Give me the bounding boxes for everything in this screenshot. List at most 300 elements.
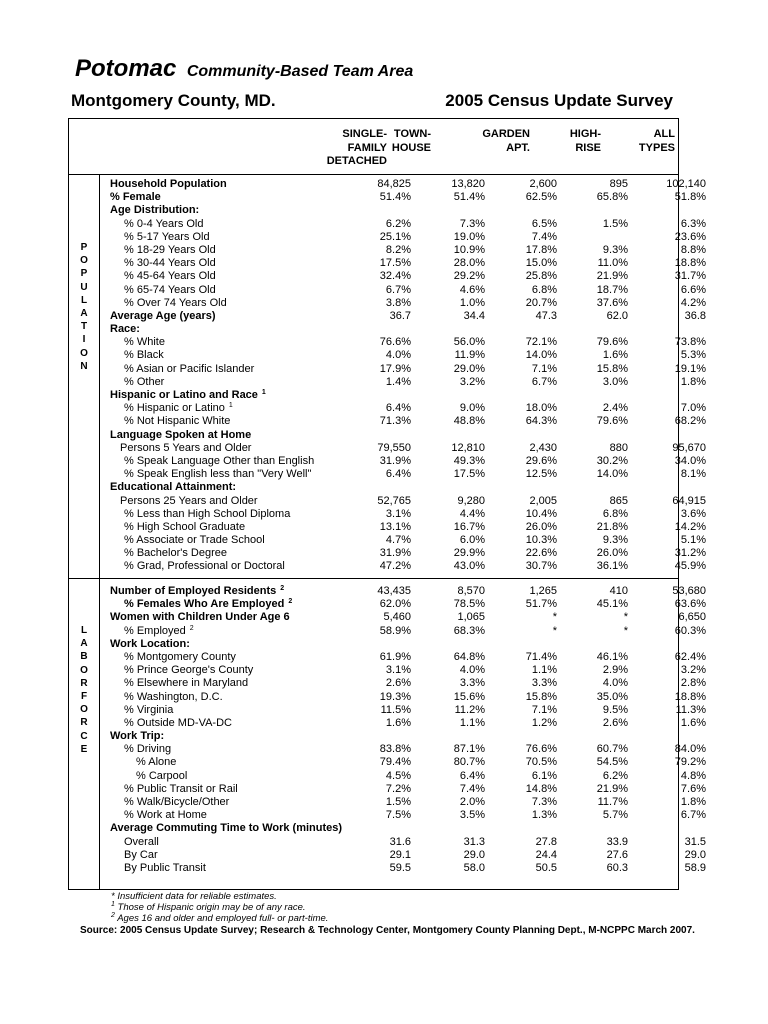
table-cell: 1.3% xyxy=(531,809,557,822)
row-label: Number of Employed Residents $^2$ xyxy=(110,585,285,597)
table-cell: 29.1 xyxy=(389,848,411,861)
section-letter: L xyxy=(80,294,88,306)
row-label: % Associate or Trade School xyxy=(124,534,265,547)
col-header-townhouse: TOWN- HOUSE xyxy=(391,128,431,154)
row-label: Household Population xyxy=(110,178,227,190)
table-cell: * xyxy=(623,624,628,637)
table-cell: 895 xyxy=(609,178,628,190)
table-cell: 36.8 xyxy=(684,309,706,322)
table-cell: 79,550 xyxy=(377,441,411,454)
table-row xyxy=(110,861,706,875)
table-row xyxy=(110,481,678,494)
table-cell: 51.7% xyxy=(525,598,557,611)
table-cell: 6.2% xyxy=(602,769,628,782)
table-row xyxy=(110,756,706,769)
table-cell: 18.8% xyxy=(674,690,706,703)
table-cell: 33.9 xyxy=(606,835,628,848)
table-row xyxy=(110,349,706,362)
table-cell: 1.4% xyxy=(385,375,411,388)
table-cell: 11.9% xyxy=(454,349,485,362)
table-cell: 52,765 xyxy=(377,494,411,507)
col-header-single-family: SINGLE- FAMILY DETACHED xyxy=(326,128,387,167)
table-cell: 18.7% xyxy=(596,283,628,296)
table-cell: 68.2% xyxy=(674,415,706,428)
footnote xyxy=(111,913,328,924)
table-cell: 53,680 xyxy=(672,585,706,597)
table-row xyxy=(110,362,706,376)
table-cell: 68.3% xyxy=(453,624,485,637)
section-letter: U xyxy=(80,281,88,293)
table-cell: 4.0% xyxy=(459,664,485,677)
table-cell: 30.7% xyxy=(525,560,557,573)
table-row xyxy=(110,283,706,297)
section-letter: R xyxy=(80,717,88,729)
table-cell: 50.5 xyxy=(535,861,557,874)
table-cell: 26.0% xyxy=(596,547,628,560)
table-cell: 1.2% xyxy=(531,716,557,729)
table-cell: 11.7% xyxy=(597,796,628,808)
table-cell: 3.0% xyxy=(602,375,628,388)
table-cell: 11.0% xyxy=(597,257,628,270)
table-cell: 10.3% xyxy=(525,534,557,547)
table-cell: 3.1% xyxy=(385,507,411,520)
table-cell: * xyxy=(623,611,628,624)
table-cell: 4.2% xyxy=(680,296,706,309)
table-cell: 45.1% xyxy=(596,598,628,611)
table-row xyxy=(110,598,706,611)
row-label: % Alone xyxy=(136,756,177,769)
table-row xyxy=(110,547,706,560)
section-divider xyxy=(99,175,100,889)
table-cell: 4.4% xyxy=(459,507,485,520)
table-cell: 29.2% xyxy=(453,270,485,283)
table-cell: 46.1% xyxy=(596,650,628,663)
table-cell: 17.5% xyxy=(453,468,485,481)
table-cell: 25.8% xyxy=(525,270,557,283)
table-cell: 3.6% xyxy=(680,507,706,520)
table-cell: 65.8% xyxy=(596,191,628,204)
table-cell: 7.1% xyxy=(531,362,557,375)
table-cell: 7.4% xyxy=(531,230,557,243)
page-title: Potomac xyxy=(75,55,177,82)
table-cell: 4.0% xyxy=(385,349,411,362)
table-cell: 87.1% xyxy=(453,743,485,756)
data-table xyxy=(68,118,706,890)
table-cell: 6.7% xyxy=(385,283,411,296)
table-cell: 51.4% xyxy=(379,191,411,204)
table-cell: 64.3% xyxy=(525,415,557,428)
table-cell: 29.6% xyxy=(525,454,557,467)
row-label: % Montgomery County xyxy=(124,650,236,663)
table-cell: 2,600 xyxy=(529,178,557,190)
table-cell: 64.8% xyxy=(453,650,485,663)
table-cell: 31.9% xyxy=(379,454,411,467)
table-cell: 14.8% xyxy=(525,782,557,795)
table-cell: 14.0% xyxy=(596,468,628,481)
table-cell: 1.6% xyxy=(385,716,411,729)
table-cell: 11.2% xyxy=(454,703,485,716)
table-cell: 54.5% xyxy=(596,756,628,769)
table-cell: 18.8% xyxy=(674,257,706,270)
table-cell: 2.0% xyxy=(459,796,485,808)
table-row xyxy=(110,270,706,283)
table-cell: 16.7% xyxy=(453,520,485,533)
table-cell: 6.1% xyxy=(531,769,557,782)
row-label: % 18-29 Years Old xyxy=(124,243,216,256)
table-cell: 6.8% xyxy=(531,283,557,296)
table-cell: 31.9% xyxy=(379,547,411,560)
table-cell: 9.3% xyxy=(602,243,628,256)
table-row xyxy=(110,534,706,547)
table-cell: 6.4% xyxy=(385,468,411,481)
table-cell: 1.5% xyxy=(602,217,628,230)
table-cell: * xyxy=(552,611,557,624)
table-cell: 5,460 xyxy=(383,611,411,624)
table-cell: 13.1% xyxy=(379,520,411,533)
table-row xyxy=(110,375,706,389)
table-cell: 2.6% xyxy=(602,716,628,729)
table-cell: 60.3 xyxy=(606,861,628,874)
table-cell: 10.9% xyxy=(453,243,485,256)
section-letter: T xyxy=(80,321,88,333)
table-cell: 31.3 xyxy=(463,835,485,848)
section-letter: O xyxy=(80,704,88,716)
section-letter: O xyxy=(80,255,88,267)
row-label: % White xyxy=(124,336,165,349)
table-cell: 1.8% xyxy=(680,796,706,808)
table-cell: 36.7 xyxy=(389,309,411,322)
row-label: % 5-17 Years Old xyxy=(124,230,210,243)
row-label: Average Commuting Time to Work (minutes) xyxy=(110,822,343,835)
table-cell: 4.6% xyxy=(459,283,485,296)
table-cell: 51.8% xyxy=(674,191,706,204)
table-cell: 31.7% xyxy=(674,270,706,283)
table-cell: 9.5% xyxy=(602,703,628,716)
table-row xyxy=(110,743,706,756)
section-letter: R xyxy=(80,677,88,689)
table-cell: 21.8% xyxy=(596,520,628,533)
table-cell: 1.1% xyxy=(531,664,557,677)
table-cell: 80.7% xyxy=(453,756,485,769)
table-cell: 47.2% xyxy=(379,560,411,573)
table-cell: 79.4% xyxy=(379,756,411,769)
table-cell: 4.5% xyxy=(385,769,411,782)
row-label: % Female xyxy=(110,191,161,204)
table-row xyxy=(110,204,678,217)
table-cell: 60.7% xyxy=(596,743,628,756)
table-row xyxy=(110,769,706,783)
table-cell: * xyxy=(552,624,557,637)
table-cell: 5.7% xyxy=(602,809,628,822)
row-label: % Speak English less than "Very Well" xyxy=(124,468,312,481)
table-row xyxy=(110,703,706,717)
table-cell: 4.8% xyxy=(680,769,706,782)
row-label: % Driving xyxy=(124,743,172,756)
table-cell: 12,810 xyxy=(451,441,485,454)
table-row xyxy=(110,650,706,664)
row-label: % Bachelor's Degree xyxy=(124,547,227,560)
table-cell: 17.9% xyxy=(379,362,411,375)
table-cell: 2.8% xyxy=(680,677,706,690)
table-cell: 7.0% xyxy=(680,402,706,415)
table-cell: 84,825 xyxy=(377,178,411,190)
table-row xyxy=(110,809,706,822)
section-split-divider xyxy=(69,578,678,579)
table-cell: 14.0% xyxy=(525,349,557,362)
table-row xyxy=(110,309,706,323)
table-cell: 35.0% xyxy=(596,690,628,703)
table-cell: 48.8% xyxy=(453,415,485,428)
table-cell: 2,430 xyxy=(529,441,557,454)
table-cell: 15.8% xyxy=(596,362,628,375)
table-cell: 62.0 xyxy=(606,309,628,322)
table-row xyxy=(110,835,706,849)
table-cell: 6.7% xyxy=(531,375,557,388)
header-divider xyxy=(69,174,678,175)
table-cell: 9.0% xyxy=(459,402,485,415)
table-cell: 62.4% xyxy=(674,650,706,663)
table-cell: 6.8% xyxy=(602,507,628,520)
section-letter: P xyxy=(80,242,88,253)
table-cell: 7.4% xyxy=(459,782,485,795)
table-cell: 79.6% xyxy=(596,336,628,349)
table-cell: 1.6% xyxy=(680,716,706,729)
footnote-text: Those of Hispanic origin may be of any race. xyxy=(117,902,306,913)
table-cell: 83.8% xyxy=(379,743,411,756)
table-cell: 19.3% xyxy=(379,690,411,703)
table-cell: 7.3% xyxy=(531,796,557,808)
table-row xyxy=(110,585,706,598)
row-label: % Over 74 Years Old xyxy=(124,296,227,309)
table-row xyxy=(110,429,678,442)
row-label: % Not Hispanic White xyxy=(124,415,231,428)
table-row xyxy=(110,664,706,677)
section-letter: L xyxy=(80,625,88,636)
col-header-high-rise: HIGH- RISE xyxy=(569,128,601,154)
table-row xyxy=(110,323,678,336)
table-cell: 17.8% xyxy=(525,243,557,256)
footnotes xyxy=(111,891,328,924)
table-cell: 22.6% xyxy=(525,547,557,560)
table-cell: 73.8% xyxy=(674,336,706,349)
row-label: % 45-64 Years Old xyxy=(124,270,216,283)
table-row xyxy=(110,624,706,638)
table-cell: 79.6% xyxy=(596,415,628,428)
table-cell: 27.6 xyxy=(606,848,628,861)
table-cell: 3.2% xyxy=(680,664,706,677)
table-cell: 1.8% xyxy=(680,375,706,388)
table-cell: 4.0% xyxy=(602,677,628,690)
table-cell: 49.3% xyxy=(453,454,485,467)
table-cell: 34.0% xyxy=(674,454,706,467)
table-cell: 7.2% xyxy=(385,782,411,795)
table-cell: 47.3 xyxy=(535,309,557,322)
table-cell: 7.5% xyxy=(385,809,411,822)
section-letter: A xyxy=(80,308,88,320)
table-cell: 3.8% xyxy=(385,296,411,309)
table-row xyxy=(110,243,706,257)
page-subtitle: Community-Based Team Area xyxy=(186,63,414,80)
table-cell: 2.9% xyxy=(602,664,628,677)
table-cell: 15.8% xyxy=(525,690,557,703)
table-cell: 31.2% xyxy=(674,547,706,560)
table-cell: 7.6% xyxy=(680,782,706,795)
table-cell: 6.5% xyxy=(531,217,557,230)
table-cell: 102,140 xyxy=(666,178,706,190)
table-cell: 34.4 xyxy=(463,309,485,322)
table-cell: 95,670 xyxy=(672,441,706,454)
title-row xyxy=(75,55,413,83)
row-label: % Females Who Are Employed $^2$ xyxy=(124,598,293,611)
table-cell: 4.7% xyxy=(385,534,411,547)
footnote-marker: 2 xyxy=(288,598,293,606)
table-cell: 9.3% xyxy=(602,534,628,547)
table-row xyxy=(110,507,706,521)
row-label: % 30-44 Years Old xyxy=(124,257,216,270)
table-row xyxy=(110,782,706,796)
table-cell: 84.0% xyxy=(674,743,706,756)
table-row xyxy=(110,638,678,651)
table-cell: 21.9% xyxy=(596,270,628,283)
survey-label: 2005 Census Update Survey xyxy=(445,91,673,110)
row-label: Race: xyxy=(110,323,140,336)
table-cell: 8.2% xyxy=(385,243,411,256)
table-row xyxy=(110,520,706,534)
table-cell: 15.6% xyxy=(453,690,485,703)
table-row xyxy=(110,677,706,690)
row-label: % Work at Home xyxy=(124,809,207,822)
table-row xyxy=(110,402,706,415)
table-cell: 29.0 xyxy=(684,848,706,861)
table-cell: 71.3% xyxy=(379,415,411,428)
table-row xyxy=(110,560,706,573)
table-cell: 1,265 xyxy=(529,585,557,597)
table-cell: 15.0% xyxy=(525,257,557,270)
table-cell: 58.9% xyxy=(379,624,411,637)
table-cell: 29.9% xyxy=(453,547,485,560)
table-row xyxy=(110,178,706,191)
row-label: % Public Transit or Rail xyxy=(124,782,238,795)
col-header-all-types: ALL TYPES xyxy=(638,128,675,154)
footnote-marker: 1 xyxy=(111,901,115,908)
table-cell: 28.0% xyxy=(453,257,485,270)
table-cell: 2.6% xyxy=(385,677,411,690)
table-cell: 1,065 xyxy=(457,611,485,624)
row-label: % Elsewhere in Maryland xyxy=(124,677,249,690)
section-letter: O xyxy=(80,347,88,359)
table-cell: 5.1% xyxy=(680,534,706,547)
row-label: % Employed $^2$ xyxy=(124,624,194,637)
table-cell: 58.0 xyxy=(463,861,485,874)
table-cell: 10.4% xyxy=(525,507,557,520)
table-cell: 43,435 xyxy=(377,585,411,597)
labor-force-section-label xyxy=(69,624,99,756)
footnote-text: * Insufficient data for reliable estimates. xyxy=(111,891,277,902)
row-label: % Less than High School Diploma xyxy=(124,507,291,520)
section-letter: B xyxy=(80,651,88,663)
table-cell: 62.5% xyxy=(525,191,557,204)
section-letter: A xyxy=(80,638,88,650)
table-cell: 9,280 xyxy=(457,494,485,507)
table-row xyxy=(110,191,706,204)
table-cell: 37.6% xyxy=(596,296,628,309)
table-cell: 79.2% xyxy=(674,756,706,769)
table-cell: 30.2% xyxy=(596,454,628,467)
table-cell: 76.6% xyxy=(525,743,557,756)
table-cell: 78.5% xyxy=(453,598,485,611)
table-cell: 72.1% xyxy=(525,336,557,349)
table-cell: 5.3% xyxy=(680,349,706,362)
row-label: % Carpool xyxy=(136,769,188,782)
row-label: % Asian or Pacific Islander xyxy=(124,362,255,375)
row-label: % High School Graduate xyxy=(124,520,246,533)
row-label: % Washington, D.C. xyxy=(124,690,223,703)
table-cell: 8,570 xyxy=(457,585,485,597)
table-row xyxy=(110,217,706,231)
table-row xyxy=(110,611,706,624)
table-cell: 71.4% xyxy=(525,650,557,663)
section-letter: I xyxy=(82,334,86,346)
footnote-marker: 2 xyxy=(280,585,285,592)
table-cell: 7.1% xyxy=(531,703,557,716)
table-cell: 25.1% xyxy=(379,230,411,243)
table-cell: 29.0 xyxy=(463,848,485,861)
table-cell: 3.3% xyxy=(459,677,485,690)
row-label: Work Trip: xyxy=(110,730,165,743)
footnote-marker: 1 xyxy=(228,402,233,410)
row-label: % Prince George's County xyxy=(124,664,254,677)
table-cell: 19.1% xyxy=(674,362,706,375)
col-header-garden-apt: GARDEN APT. xyxy=(482,128,530,154)
table-cell: 17.5% xyxy=(379,257,411,270)
table-cell: 26.0% xyxy=(525,520,557,533)
table-cell: 6,650 xyxy=(678,611,706,624)
row-label: % Grad, Professional or Doctoral xyxy=(124,560,285,573)
table-row xyxy=(110,716,706,730)
table-cell: 14.2% xyxy=(674,520,706,533)
table-cell: 1.1% xyxy=(459,716,485,729)
section-letter: N xyxy=(80,360,88,372)
table-cell: 3.2% xyxy=(459,375,485,388)
table-cell: 1.0% xyxy=(459,296,485,309)
table-row xyxy=(110,822,678,835)
row-label: % Virginia xyxy=(124,703,174,716)
row-label: Hispanic or Latino and Race $^1$ xyxy=(110,389,266,401)
footnote-marker: 2 xyxy=(189,624,194,632)
table-cell: 29.0% xyxy=(453,362,485,375)
table-cell: 31.5 xyxy=(684,835,706,848)
table-cell: 60.3% xyxy=(674,624,706,637)
table-cell: 31.6 xyxy=(389,835,411,848)
section-letter: C xyxy=(80,730,88,742)
table-cell: 6.3% xyxy=(680,217,706,230)
table-cell: 6.7% xyxy=(680,809,706,822)
row-label: Age Distribution: xyxy=(110,204,200,217)
row-label: By Car xyxy=(124,848,158,861)
row-label: Women with Children Under Age 6 xyxy=(110,611,290,624)
table-cell: 2.4% xyxy=(602,402,628,415)
row-label: % Black xyxy=(124,349,164,362)
table-row xyxy=(110,415,706,428)
table-cell: 6.4% xyxy=(459,769,485,782)
table-cell: 11.3% xyxy=(675,703,706,716)
row-label: By Public Transit xyxy=(124,861,206,874)
table-row xyxy=(110,796,706,809)
row-label: % Walk/Bicycle/Other xyxy=(124,796,230,808)
row-label: % 0-4 Years Old xyxy=(124,217,204,230)
footnote-marker: 2 xyxy=(111,912,115,919)
row-label: Average Age (years) xyxy=(110,309,216,322)
